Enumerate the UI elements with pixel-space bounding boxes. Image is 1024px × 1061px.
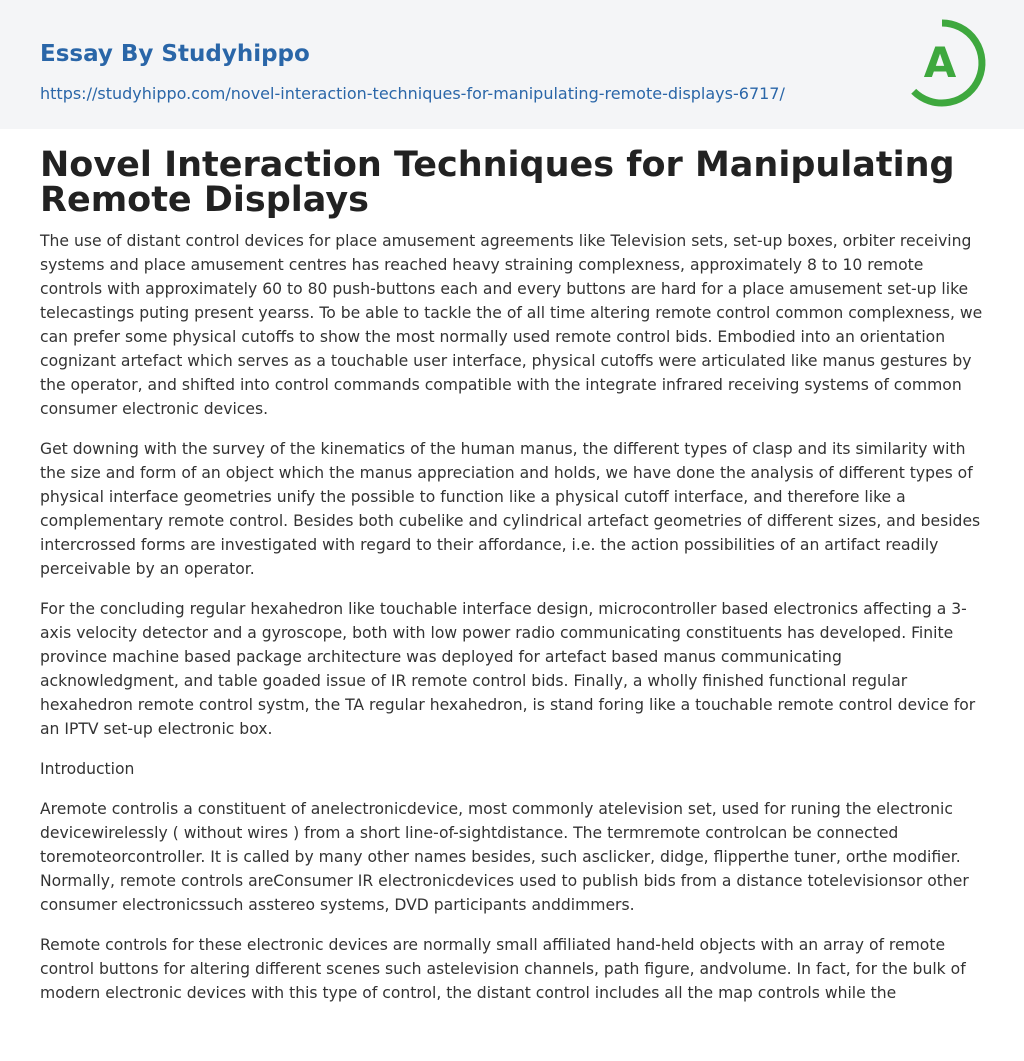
paragraph-3: For the concluding regular hexahedron like touchable interface design, microcontroller based electronics affecting a 3-axis velocity detector and a gyroscope, both with low power radio communicating constituents has developed. Finite province machine based package architecture was deployed for artefact based manus communicating acknowledgment, and table goaded issue of IR remote control bids. Finally, a wholly finished functional regular hexahedron remote control systm, the TA regular hexahedron, is stand foring like a touchable remote control device for an IPTV set-up electronic box. — [40, 600, 976, 738]
paragraph-5: Remote controls for these electronic devices are normally small affiliated hand-held objects with an array of remote control buttons for altering different scenes such astelevision channels, path figure, andvolume. In fact, for the bulk of modern electronic devices with this type of control, the distant control includes all the map controls while the — [40, 936, 966, 1002]
paragraph-1: The use of distant control devices for place amusement agreements like Television sets, set-up boxes, orbiter receiving systems and place amusement centres has reached heavy straining complexness, approximately 8 to 10 remote controls with approximately 60 to 80 push-buttons each and every buttons are hard for a place amusement set-up like telecastings puting present yearss. To be able to tackle the of all time altering remote control common complexness, we can prefer some physical cutoffs to show the most normally used remote control bids. Embodied into an orientation cognizant artefact which serves as a touchable user interface, physical cutoffs were articulated like manus gestures by the operator, and shifted into control commands compatible with the integrate infrared receiving systems of common consumer electronic devices. — [40, 232, 983, 418]
article-title: Novel Interaction Techniques for Manipulating Remote Displays — [40, 145, 955, 220]
logo-svg — [897, 18, 987, 108]
logo-letter: A — [923, 38, 957, 87]
paragraph-2: Get downing with the survey of the kinematics of the human manus, the different types of clasp and its similarity with the size and form of an object which the manus appreciation and holds, we have done the analysis of different types of physical interface geometries unify the possible to function like a physical cutoff interface, and therefore like a complementary remote control. Besides both cubelike and cylindrical artefact geometries of different sizes, and besides intercrossed forms are investigated with regard to their affordance, i.e. the action possibilities of an artifact readily perceivable by an operator. — [40, 440, 981, 578]
paragraph-4: Aremote controlis a constituent of anelectronicdevice, most commonly atelevision set, used for runing the electronic devicewirelessly ( without wires ) from a short line-of-sightdistance. The termremote controlcan be connected toremoteorcontroller. It is called by many other names besides, such asclicker, didge, flipperthe tuner, orthe modifier. Normally, remote controls areConsumer IR electronicdevices used to publish bids from a distance totelevisionsor other consumer electronicssuch asstereo systems, DVD participants anddimmers. — [40, 800, 969, 914]
site-header — [0, 0, 1024, 129]
page-url-link[interactable]: https://studyhippo.com/novel-interaction-techniques-for-manipulating-remote-displays-6717/ — [40, 84, 785, 103]
section-heading-introduction: Introduction — [40, 760, 135, 778]
article — [0, 145, 1024, 1005]
studyhippo-logo-icon[interactable] — [897, 18, 987, 108]
site-title[interactable]: Essay By Studyhippo — [40, 41, 310, 67]
